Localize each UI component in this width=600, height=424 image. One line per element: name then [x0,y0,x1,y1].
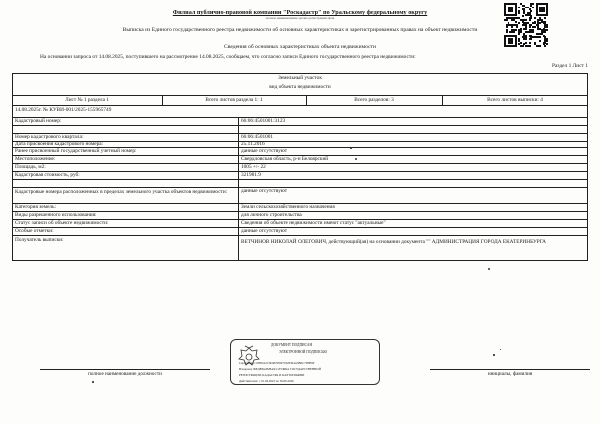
table-row-label: Местоположение: [15,156,56,162]
table-row-value: данные отсутствуют [241,148,288,154]
position-caption: полное наименование должности [88,371,162,377]
table-row-value: 321981.9 [241,172,261,178]
table-row-label: Кадастровые номера расположенных в пределах земельного участка объектов недвижимости: [15,189,228,195]
table-row-label: Статус записи об объекте недвижимости: [15,220,109,226]
table-row-value: данные отсутствуют [241,228,288,234]
table-row-value: ВЕТЧИНОВ НИКОЛАЙ ОЛЕГОВИЧ, действующий(ая) на основании документа "" АДМИНИСТРАЦИЯ ГОРОДА ЕКАТЕРИНБУРГА [241,239,546,245]
table-row-label: Виды разрешенного использования: [15,212,97,218]
table-row-value: 25.11.2016 [241,141,265,147]
qr-code [504,3,548,47]
stamp-line-1: ДОКУМЕНТ ПОДПИСАН [271,343,313,347]
stamp-owner: Владелец: ФЕДЕРАЛЬНАЯ СЛУЖБА ГОСУДАРСТВЕННОЙ [239,367,321,371]
stamp-certificate: Сертификат: 00E0A2C3D4E5F6071829304A5B6C7D8E9F [239,361,315,365]
table-row-label: Кадастровая стоимость, руб: [15,172,80,178]
sheet-number: Лист № 1 раздела 1 [65,97,109,103]
pages-total: Всего листов выписки: 4 [487,97,543,103]
object-type-caption: вид объекта недвижимости [269,84,331,90]
organization-title: Филиал публично-правовой компании "Роскадастр" по Уральскому федеральному округу [172,9,428,16]
table-row-value: для личного строительства [241,212,302,218]
section-reference: Раздел 1 Лист 1 [552,63,588,69]
electronic-signature-stamp [230,339,380,385]
stamp-owner-cont: РЕГИСТРАЦИИ, КАДАСТРА И КАРТОГРАФИИ [239,373,305,377]
sheets-total: Всего листов раздела 1: 1 [205,97,263,103]
table-row-value: Земли сельскохозяйственного назначения [241,204,335,210]
stamp-line-2: ЭЛЕКТРОННОЙ ПОДПИСЬЮ [279,350,328,354]
request-date-number: 14.08.2025г. № КУВИ-001/2025-155965749 [15,107,112,113]
document-title: Выписка из Единого государственного реестра недвижимости об основных характеристиках и зарегистрированных правах на объект недвижимости [122,27,478,33]
basis-statement: На основании запроса от 14.08.2025, поступившего на рассмотрение 14.08.2025, сообщаем, что согласно записи Единого государственного реестра недвижимости: [40,54,416,60]
table-row-label: Дата присвоения кадастрового номера: [15,141,104,147]
table-row-value: данные отсутствуют [241,188,288,194]
stamp-validity: Действителен: с 01.04.2025 по 30.06.2026 [239,379,294,383]
table-row-label: Особые отметки: [15,228,54,234]
table-row-label: Получатель выписки: [15,237,64,243]
table-row-value: Свердловская область, р-н Белоярский [241,156,329,162]
table-row-value: Сведения об объекте недвижимости имеют статус "актуальные" [241,220,386,226]
table-row-value: 1005 +/- 22 [241,164,266,170]
table-row-label: Площадь, м2: [15,164,46,170]
object-type: Земельный участок [278,75,322,81]
cadastral-number-label: Кадастровый номер: [15,118,62,124]
table-row-value: 66:06:4501001 [241,134,274,140]
table-row-label: Ранее присвоенный государственный учетный номер: [15,148,137,154]
name-caption: инициалы, фамилия [487,371,533,377]
organization-subtitle: полное наименование органа регистрации прав [265,16,335,20]
table-row-label: Категория земель: [15,204,56,210]
section-title: Сведения об основных характеристиках объекта недвижимости [223,44,376,50]
cadastral-number-value: 66:06:4501001:3123 [241,118,286,124]
table-row-label: Номер кадастрового квартала: [15,134,84,140]
sections-total: Всего разделов: 3 [354,97,394,103]
